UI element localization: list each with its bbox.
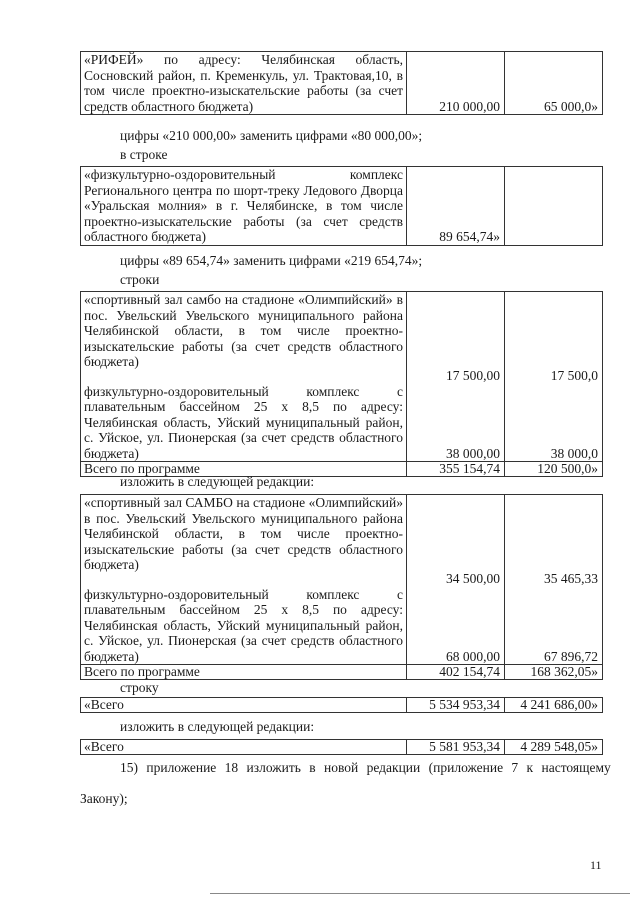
object-description: «РИФЕЙ» по адресу: Челябинская область, Сосновский район, п. Кременкуль, ул. Трактовая,10, в том числе проектно-изыскательские работы (за счет средств областного бюджета) [81, 52, 407, 115]
amount-cell: 210 000,00 [407, 52, 505, 115]
table-row [81, 698, 603, 713]
amendment-text: цифры «89 654,74» заменить цифрами «219 654,74»; [120, 253, 423, 268]
table-block-5 [80, 697, 603, 713]
row-2-amount: 68 000,00 [446, 648, 500, 664]
footer-rule [210, 893, 630, 894]
table-row [81, 740, 603, 755]
row-1-description: «спортивный зал самбо на стадионе «Олимпийский» в пос. Увельский Увельского муниципального района Челябинской области, в том числе проектно-изыскательские работы (за счет средств областного бюджета) [84, 292, 403, 369]
amendment-text: цифры «210 000,00» заменить цифрами «80 000,00»; [120, 128, 423, 143]
total-label: «Всего [81, 698, 407, 713]
table-block-6 [80, 739, 603, 755]
object-description: «физкультурно-оздоровительный комплекс Регионального центра по шорт-треку Ледового Дворца «Уральская молния» в г. Челябинске, в том числе проектно-изыскательские работы (за счет средств областного бюджета) [81, 167, 407, 246]
table-block-2 [80, 166, 603, 246]
page-number: 11 [590, 858, 602, 872]
amendment-text: изложить в следующей редакции: [120, 719, 315, 734]
total-row [81, 665, 603, 680]
row-1-amount: 17 500,00 [446, 368, 500, 383]
total-amount: 5 581 953,34 [407, 740, 505, 755]
amount-cell [407, 495, 505, 665]
amount-cell: 65 000,0» [505, 52, 603, 115]
table-row [81, 52, 603, 115]
amount-cell: 89 654,74» [407, 167, 505, 246]
row-1-amount: 17 500,0 [550, 368, 598, 383]
amount-cell [505, 292, 603, 462]
total-amount: 402 154,74 [407, 665, 505, 680]
total-amount: 4 289 548,05» [505, 740, 603, 755]
amount-cell [505, 495, 603, 665]
row-1-amount: 35 465,33 [544, 571, 598, 586]
object-description [81, 495, 407, 665]
total-amount: 355 154,74 [407, 462, 505, 477]
total-amount: 120 500,0» [505, 462, 603, 477]
amendment-paragraph: Закону); [80, 791, 128, 806]
total-amount: 5 534 953,34 [407, 698, 505, 713]
amount-cell [505, 167, 603, 246]
amendment-text: строки [120, 272, 160, 287]
total-label: «Всего [81, 740, 407, 755]
object-description [81, 292, 407, 462]
table-row [81, 167, 603, 246]
row-2-description: физкультурно-оздоровительный комплекс с плавательным бассейном 25 х 8,5 по адресу: Челябинская область, Уйский муниципальный район, с. Уйское, ул. Пионерская (за счет средств областного бюджета) [84, 586, 403, 664]
row-2-amount: 38 000,00 [446, 445, 500, 461]
row-1-amount: 34 500,00 [446, 571, 500, 586]
table-block-4 [80, 494, 603, 680]
row-1-description: «спортивный зал САМБО на стадионе «Олимпийский» в пос. Увельский Увельского муниципального района Челябинской области, в том числе проектно-изыскательские работы (за счет средств областного бюджета) [84, 495, 403, 572]
amendment-paragraph: 15) приложение 18 изложить в новой редакции (приложение 7 к настоящему [120, 760, 611, 775]
table-row [81, 495, 603, 665]
total-label: Всего по программе [81, 665, 407, 680]
row-2-description: физкультурно-оздоровительный комплекс с плавательным бассейном 25 х 8,5 по адресу: Челябинская область, Уйский муниципальный район, с. Уйское, ул. Пионерская (за счет средств областного бюджета) [84, 383, 403, 461]
total-amount: 168 362,05» [505, 665, 603, 680]
amendment-text: в строке [120, 147, 168, 162]
amendment-text: строку [120, 680, 159, 695]
total-label: Всего по программе [81, 462, 407, 477]
table-block-1 [80, 51, 603, 115]
table-block-3 [80, 291, 603, 477]
row-2-amount: 38 000,0 [550, 445, 598, 461]
amount-cell [407, 292, 505, 462]
table-row [81, 292, 603, 462]
row-2-amount: 67 896,72 [544, 648, 598, 664]
amendment-text: изложить в следующей редакции: [120, 474, 315, 489]
total-amount: 4 241 686,00» [505, 698, 603, 713]
